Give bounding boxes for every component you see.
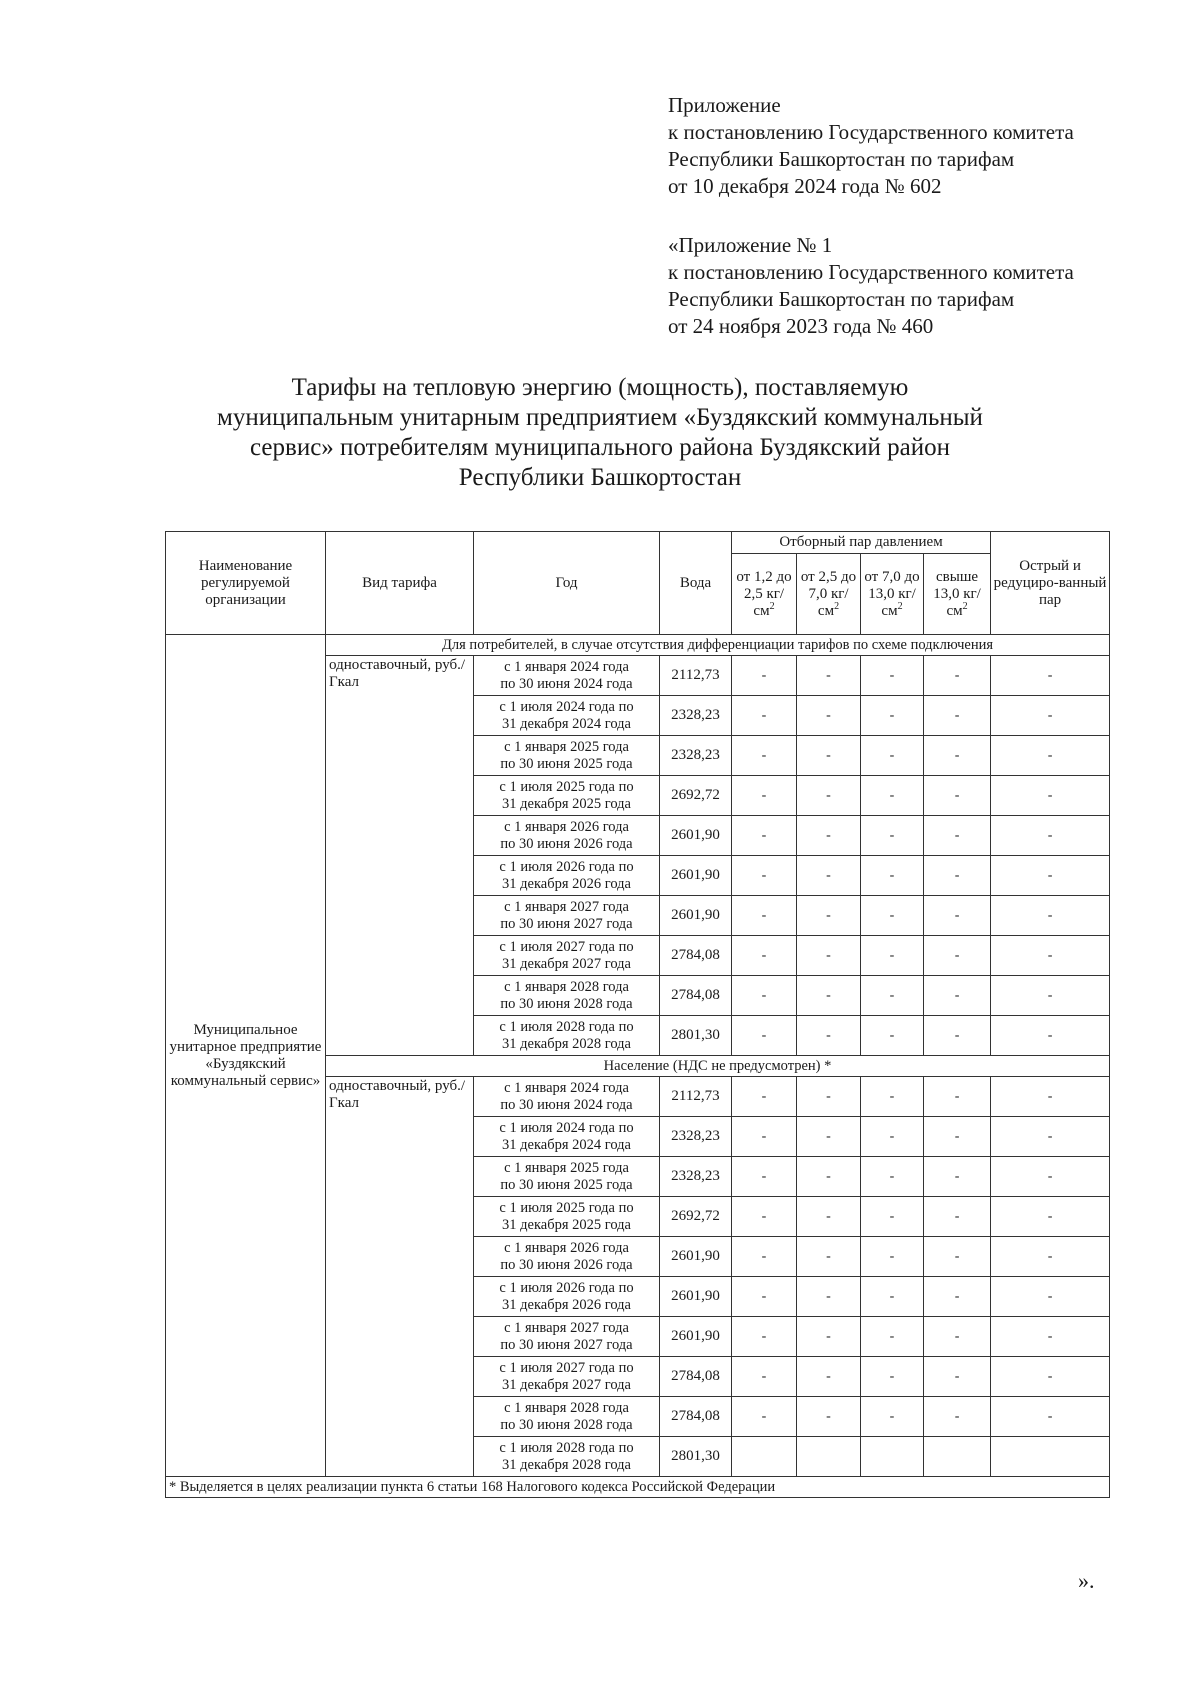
empty-value-dash: - [924,1016,991,1056]
header-line: к постановлению Государственного комитета [668,260,1074,284]
period-start: с 1 июля 2027 года по [499,938,634,955]
period-end: 31 декабря 2024 года [502,1136,631,1153]
section-title: Для потребителей, в случае отсутствия дифференциации тарифов по схеме подключения [326,635,1110,656]
period-cell [474,776,660,816]
water-tariff: 2784,08 [660,936,732,976]
period-start: с 1 января 2028 года [504,1399,629,1416]
period-cell [474,856,660,896]
footnote: * Выделяется в целях реализации пункта 6 статьи 168 Налогового кодекса Российской Федерации [166,1477,1110,1498]
empty-value-dash: - [924,856,991,896]
empty-value-dash: - [797,1397,861,1437]
empty-value-dash: - [991,1016,1110,1056]
empty-value-dash: - [797,1117,861,1157]
water-tariff: 2601,90 [660,1237,732,1277]
period-end: по 30 июня 2025 года [500,755,633,772]
empty-value-dash: - [991,656,1110,696]
empty-value-dash: - [924,1277,991,1317]
empty-value-dash: - [924,1397,991,1437]
title-line: Тарифы на тепловую энергию (мощность), поставляемую [291,374,909,401]
period-cell [474,1197,660,1237]
empty-value-dash: - [861,1397,924,1437]
period-end: по 30 июня 2028 года [500,1416,633,1433]
empty-value-dash: - [861,1157,924,1197]
empty-value-dash: - [797,1277,861,1317]
period-start: с 1 июля 2026 года по [499,858,634,875]
empty-value-dash: - [991,1157,1110,1197]
period-end: 31 декабря 2028 года [502,1035,631,1052]
empty-value-dash: - [797,1016,861,1056]
tariff-kind: одноставочный, руб./Гкал [326,656,474,1056]
empty-value-dash: - [732,976,797,1016]
empty-value-dash: - [732,936,797,976]
tariff-kind: одноставочный, руб./Гкал [326,1077,474,1477]
empty-value-dash [861,1437,924,1477]
empty-value-dash: - [924,776,991,816]
empty-value-dash: - [732,896,797,936]
header-pressure-3: от 7,0 до 13,0 $кг/см^2$ [861,554,924,635]
empty-value-dash: - [732,1117,797,1157]
period-end: 31 декабря 2025 года [502,795,631,812]
empty-value-dash: - [924,816,991,856]
empty-value-dash: - [861,1197,924,1237]
appendix-header [668,92,1074,200]
period-start: с 1 июля 2025 года по [499,1199,634,1216]
empty-value-dash: - [861,696,924,736]
empty-value-dash: - [861,1317,924,1357]
empty-value-dash: - [924,1197,991,1237]
empty-value-dash: - [732,1077,797,1117]
empty-value-dash: - [991,1397,1110,1437]
empty-value-dash: - [861,1077,924,1117]
empty-value-dash [991,1437,1110,1477]
header-pressure-1: от 1,2 до 2,5 $кг/см^2$ [732,554,797,635]
org-name: Муниципальное унитарное предприятие «Буздякский коммунальный сервис» [166,635,326,1477]
empty-value-dash: - [991,1317,1110,1357]
water-tariff: 2601,90 [660,816,732,856]
empty-value-dash: - [991,976,1110,1016]
empty-value-dash: - [732,1197,797,1237]
period-start: с 1 июля 2027 года по [499,1359,634,1376]
header-line: Приложение [668,93,781,117]
empty-value-dash: - [991,1117,1110,1157]
header-year: Год [474,532,660,635]
empty-value-dash: - [861,776,924,816]
header-line: «Приложение № 1 [668,233,833,257]
period-cell [474,656,660,696]
period-end: по 30 июня 2026 года [500,835,633,852]
water-tariff: 2328,23 [660,1157,732,1197]
empty-value-dash: - [924,1317,991,1357]
period-cell [474,1157,660,1197]
empty-value-dash: - [924,696,991,736]
period-end: по 30 июня 2024 года [500,1096,633,1113]
period-end: 31 декабря 2028 года [502,1456,631,1473]
empty-value-dash: - [924,976,991,1016]
period-cell [474,1237,660,1277]
empty-value-dash: - [797,856,861,896]
period-cell [474,936,660,976]
empty-value-dash: - [924,1357,991,1397]
empty-value-dash: - [861,1237,924,1277]
period-start: с 1 июля 2028 года по [499,1439,634,1456]
period-cell [474,1397,660,1437]
period-end: 31 декабря 2025 года [502,1216,631,1233]
empty-value-dash: - [732,1237,797,1277]
period-end: по 30 июня 2026 года [500,1256,633,1273]
period-cell [474,1117,660,1157]
water-tariff: 2112,73 [660,656,732,696]
empty-value-dash [924,1437,991,1477]
empty-value-dash: - [991,1277,1110,1317]
water-tariff: 2601,90 [660,856,732,896]
empty-value-dash: - [797,1197,861,1237]
header-water: Вода [660,532,732,635]
empty-value-dash: - [732,736,797,776]
title-line: Республики Башкортостан [458,464,742,491]
period-start: с 1 января 2024 года [504,658,629,675]
water-tariff: 2801,30 [660,1437,732,1477]
water-tariff: 2784,08 [660,976,732,1016]
empty-value-dash: - [797,656,861,696]
period-end: 31 декабря 2027 года [502,955,631,972]
empty-value-dash: - [861,936,924,976]
period-start: с 1 января 2028 года [504,978,629,995]
header-line: от 24 ноября 2023 года № 460 [668,314,934,338]
period-cell [474,976,660,1016]
empty-value-dash: - [924,656,991,696]
empty-value-dash: - [797,1077,861,1117]
empty-value-dash: - [924,1077,991,1117]
empty-value-dash: - [732,1016,797,1056]
period-cell [474,1016,660,1056]
empty-value-dash: - [924,1157,991,1197]
header-line: Республики Башкортостан по тарифам [668,147,1015,171]
empty-value-dash: - [924,896,991,936]
period-start: с 1 января 2025 года [504,738,629,755]
empty-value-dash: - [732,1277,797,1317]
period-start: с 1 января 2027 года [504,898,629,915]
tariff-table [165,531,1110,1498]
water-tariff: 2328,23 [660,736,732,776]
empty-value-dash: - [732,1357,797,1397]
header-steam-group: Отборный пар давлением [732,532,991,554]
period-start: с 1 июля 2025 года по [499,778,634,795]
empty-value-dash: - [991,856,1110,896]
empty-value-dash: - [732,696,797,736]
period-cell [474,1357,660,1397]
empty-value-dash: - [732,1157,797,1197]
period-end: по 30 июня 2025 года [500,1176,633,1193]
empty-value-dash: - [991,1197,1110,1237]
header-pressure-4: свыше 13,0 $кг/см^2$ [924,554,991,635]
empty-value-dash: - [797,736,861,776]
header-pressure-2: от 2,5 до 7,0 $кг/см^2$ [797,554,861,635]
water-tariff: 2692,72 [660,1197,732,1237]
empty-value-dash: - [991,936,1110,976]
original-appendix-header [668,232,1074,340]
period-start: с 1 января 2026 года [504,818,629,835]
empty-value-dash: - [991,1077,1110,1117]
empty-value-dash: - [924,1117,991,1157]
water-tariff: 2784,08 [660,1357,732,1397]
period-end: по 30 июня 2028 года [500,995,633,1012]
empty-value-dash: - [991,776,1110,816]
period-cell [474,816,660,856]
empty-value-dash: - [797,1157,861,1197]
empty-value-dash: - [797,976,861,1016]
title-line: муниципальным унитарным предприятием «Буздякский коммунальный [217,404,983,431]
period-start: с 1 января 2027 года [504,1319,629,1336]
empty-value-dash: - [732,656,797,696]
period-start: с 1 января 2025 года [504,1159,629,1176]
period-cell [474,736,660,776]
empty-value-dash: - [797,1237,861,1277]
water-tariff: 2328,23 [660,1117,732,1157]
title-line: сервис» потребителям муниципального района Буздякский район [250,434,950,461]
empty-value-dash: - [991,1237,1110,1277]
period-end: по 30 июня 2027 года [500,1336,633,1353]
empty-value-dash: - [924,736,991,776]
empty-value-dash: - [797,776,861,816]
period-cell [474,1437,660,1477]
period-start: с 1 января 2024 года [504,1079,629,1096]
period-start: с 1 июля 2024 года по [499,698,634,715]
water-tariff: 2784,08 [660,1397,732,1437]
period-start: с 1 июля 2026 года по [499,1279,634,1296]
header-line: от 10 декабря 2024 года № 602 [668,174,942,198]
section-title: Население (НДС не предусмотрен) * [326,1056,1110,1077]
empty-value-dash: - [797,816,861,856]
empty-value-dash: - [797,1357,861,1397]
empty-value-dash: - [797,896,861,936]
document-title [150,373,1050,493]
period-end: 31 декабря 2024 года [502,715,631,732]
empty-value-dash: - [924,1237,991,1277]
empty-value-dash: - [861,856,924,896]
period-end: 31 декабря 2027 года [502,1376,631,1393]
period-cell [474,1077,660,1117]
empty-value-dash: - [861,1117,924,1157]
period-end: по 30 июня 2024 года [500,675,633,692]
period-start: с 1 июля 2028 года по [499,1018,634,1035]
header-org: Наименование регулируемой организации [166,532,326,635]
empty-value-dash: - [861,896,924,936]
header-tariff-kind: Вид тарифа [326,532,474,635]
empty-value-dash: - [732,1317,797,1357]
header-line: к постановлению Государственного комитета [668,120,1074,144]
water-tariff: 2112,73 [660,1077,732,1117]
water-tariff: 2601,90 [660,896,732,936]
period-cell [474,896,660,936]
empty-value-dash: - [861,656,924,696]
closing-quote: ». [1078,1568,1095,1593]
empty-value-dash: - [991,736,1110,776]
water-tariff: 2601,90 [660,1277,732,1317]
period-cell [474,1317,660,1357]
empty-value-dash: - [797,936,861,976]
period-end: по 30 июня 2027 года [500,915,633,932]
empty-value-dash: - [732,776,797,816]
water-tariff: 2601,90 [660,1317,732,1357]
empty-value-dash: - [924,936,991,976]
empty-value-dash: - [797,696,861,736]
empty-value-dash: - [861,976,924,1016]
water-tariff: 2692,72 [660,776,732,816]
empty-value-dash: - [861,1016,924,1056]
empty-value-dash: - [797,1317,861,1357]
empty-value-dash: - [732,816,797,856]
period-start: с 1 июля 2024 года по [499,1119,634,1136]
empty-value-dash: - [991,696,1110,736]
empty-value-dash: - [861,816,924,856]
empty-value-dash: - [991,1357,1110,1397]
empty-value-dash: - [732,856,797,896]
period-end: 31 декабря 2026 года [502,1296,631,1313]
empty-value-dash [797,1437,861,1477]
period-end: 31 декабря 2026 года [502,875,631,892]
empty-value-dash: - [861,736,924,776]
empty-value-dash: - [861,1277,924,1317]
empty-value-dash: - [732,1397,797,1437]
header-line: Республики Башкортостан по тарифам [668,287,1015,311]
period-start: с 1 января 2026 года [504,1239,629,1256]
period-cell [474,1277,660,1317]
header-sharp-steam: Острый и редуциро-ванный пар [991,532,1110,635]
water-tariff: 2328,23 [660,696,732,736]
period-cell [474,696,660,736]
empty-value-dash: - [861,1357,924,1397]
empty-value-dash [732,1437,797,1477]
empty-value-dash: - [991,896,1110,936]
water-tariff: 2801,30 [660,1016,732,1056]
empty-value-dash: - [991,816,1110,856]
